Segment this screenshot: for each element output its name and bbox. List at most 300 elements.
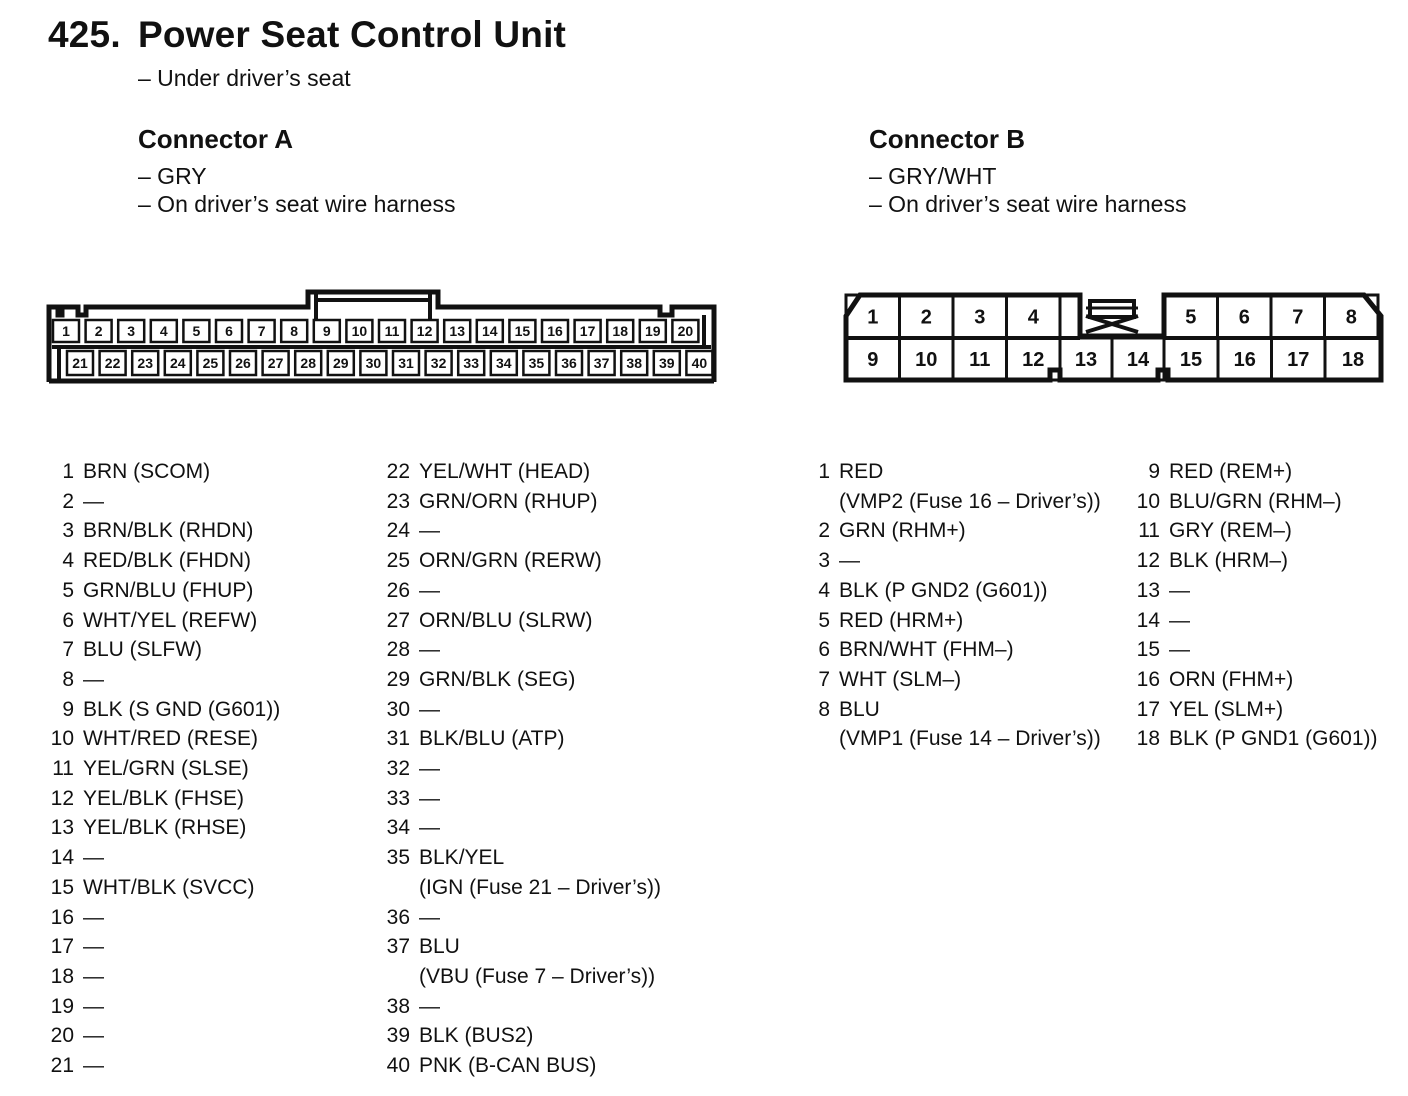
pin-number: 18 <box>50 964 74 988</box>
pin-row <box>40 843 280 873</box>
pin-description: RED (REM+) <box>1169 460 1293 483</box>
pin-row <box>1126 576 1378 606</box>
pin-number: 32 <box>386 757 410 781</box>
pin-row <box>376 606 661 636</box>
connector-a-pin-17 <box>575 320 601 342</box>
pin-row <box>796 457 1101 487</box>
pin-number: 25 <box>386 549 410 573</box>
pin-label: 8 <box>290 323 299 339</box>
pin-label: 7 <box>257 323 266 339</box>
pin-number: 16 <box>50 905 74 929</box>
pin-label: 18 <box>612 323 628 339</box>
connector-a-pin-18 <box>607 320 633 342</box>
pin-number <box>796 487 830 517</box>
connector-b-pin-4 <box>1007 295 1061 338</box>
pin-label: 12 <box>1022 349 1045 371</box>
pin-row <box>40 962 280 992</box>
pin-number: 3 <box>818 549 830 573</box>
pin-description: BLU <box>419 935 460 959</box>
pin-label: 39 <box>659 355 675 371</box>
pin-description: — <box>83 489 104 513</box>
pin-label: 6 <box>1238 306 1250 329</box>
pin-row <box>40 903 280 933</box>
pin-description: BLU <box>839 697 880 721</box>
pin-number: 7 <box>62 638 74 662</box>
pin-description: WHT/BLK (SVCC) <box>83 875 255 899</box>
pin-description: — <box>83 905 104 929</box>
pin-description: BLK/BLU (ATP) <box>419 727 565 751</box>
pin-description: BLU (SLFW) <box>83 638 203 662</box>
pin-label: 22 <box>104 355 121 371</box>
connector-b-pin-list-right <box>1126 457 1378 754</box>
pin-number: 1 <box>818 460 830 483</box>
connector-a-pin-33 <box>458 351 484 375</box>
connector-a-pin-9 <box>314 320 340 342</box>
pin-row <box>40 695 280 725</box>
pin-row-continuation <box>796 487 1101 517</box>
pin-label: 12 <box>416 323 433 339</box>
connector-a-pin-20 <box>672 320 698 342</box>
pin-label: 11 <box>969 349 991 371</box>
connector-a-pin-38 <box>621 351 647 375</box>
connector-a-pin-31 <box>393 351 419 375</box>
pin-number <box>376 873 410 903</box>
pin-label: 3 <box>127 323 136 339</box>
pin-row <box>376 903 661 933</box>
pin-number: 15 <box>50 875 74 899</box>
pin-description: RED/BLK (FHDN) <box>83 549 252 573</box>
pin-description: ORN (FHM+) <box>1169 667 1294 691</box>
pin-description: GRY (REM–) <box>1169 519 1292 543</box>
pin-row <box>376 546 661 576</box>
pin-row <box>376 516 661 546</box>
pin-row <box>376 635 661 665</box>
pin-row <box>1126 635 1378 665</box>
pin-description: YEL/GRN (SLSE) <box>83 757 249 781</box>
pin-description: BLK (HRM–) <box>1169 549 1289 573</box>
pin-description: — <box>83 935 104 959</box>
pin-description: (VMP2 (Fuse 16 – Driver’s)) <box>839 489 1101 513</box>
pin-row <box>796 546 1101 576</box>
pin-number <box>376 962 410 992</box>
pin-row <box>796 606 1101 636</box>
pin-row <box>40 487 280 517</box>
pin-label: 29 <box>333 355 349 371</box>
pin-number: 5 <box>818 608 830 632</box>
pin-description: (VBU (Fuse 7 – Driver’s)) <box>419 964 656 988</box>
pin-row <box>376 665 661 695</box>
pin-number: 6 <box>818 638 830 662</box>
connector-a-pin-list-left <box>40 457 280 1081</box>
pin-label: 4 <box>1027 306 1039 329</box>
pin-label: 10 <box>351 323 368 339</box>
pin-row <box>796 635 1101 665</box>
connector-a-pin-30 <box>360 351 386 375</box>
pin-number: 13 <box>50 816 74 840</box>
component-location: – Under driver’s seat <box>138 65 351 91</box>
connector-a-pin-24 <box>165 351 191 375</box>
pin-number: 38 <box>386 994 410 1018</box>
connector-b-pin-15 <box>1164 338 1218 380</box>
connector-b-pin-7 <box>1271 295 1325 338</box>
pin-number: 26 <box>386 578 410 602</box>
pin-number: 8 <box>62 667 74 691</box>
pin-label: 33 <box>463 355 479 371</box>
pin-row <box>40 546 280 576</box>
page-title <box>48 14 566 56</box>
pin-description: — <box>1169 638 1190 662</box>
pin-label: 19 <box>645 323 661 339</box>
connector-b-pin-2 <box>900 295 954 338</box>
connector-a-pin-35 <box>523 351 549 375</box>
pin-row <box>796 516 1101 546</box>
pin-row <box>1126 724 1378 754</box>
pin-description: GRN (RHM+) <box>839 519 966 543</box>
pin-label: 4 <box>159 323 168 339</box>
pin-label: 18 <box>1341 349 1365 371</box>
pin-description: — <box>419 757 440 781</box>
pin-label: 9 <box>867 349 879 371</box>
connector-a-pin-3 <box>118 320 144 342</box>
pin-row <box>40 576 280 606</box>
connector-a-title: Connector A <box>138 124 294 154</box>
pin-label: 15 <box>1179 349 1203 371</box>
connector-b-pin-list-left <box>796 457 1101 754</box>
pin-row <box>40 754 280 784</box>
connector-a-pin-23 <box>132 351 158 375</box>
pin-number: 17 <box>1136 697 1160 721</box>
pin-row <box>376 992 661 1022</box>
pin-number: 11 <box>52 757 74 781</box>
pin-number: 18 <box>1136 727 1160 751</box>
pin-number: 9 <box>62 697 74 721</box>
connector-a-pin-15 <box>509 320 535 342</box>
pin-description: BLK (P GND2 (G601)) <box>839 578 1048 602</box>
pin-number: 14 <box>1136 608 1160 632</box>
pin-number: 23 <box>386 489 410 513</box>
pin-row <box>40 784 280 814</box>
pin-description: WHT/YEL (REFW) <box>83 608 258 632</box>
pin-label: 8 <box>1345 306 1357 329</box>
section-number: 425. <box>48 14 121 55</box>
pin-description: (IGN (Fuse 21 – Driver’s)) <box>419 875 661 899</box>
pin-number: 10 <box>1136 489 1160 513</box>
connector-a-pin-4 <box>151 320 177 342</box>
pin-description: — <box>419 994 440 1018</box>
pin-description: BRN/BLK (RHDN) <box>83 519 254 543</box>
pin-description: BLK (BUS2) <box>419 1024 534 1048</box>
connector-a-pin-12 <box>412 320 438 342</box>
pin-label: 25 <box>202 355 219 371</box>
pin-number: 15 <box>1136 638 1160 662</box>
pin-row <box>376 487 661 517</box>
pin-description: — <box>83 994 104 1018</box>
pin-label: 6 <box>225 323 233 339</box>
pin-row <box>40 1021 280 1051</box>
pin-description: — <box>419 519 440 543</box>
connector-a-pin-13 <box>444 320 470 342</box>
connector-a-pin-16 <box>542 320 568 342</box>
connector-b-pin-3 <box>953 295 1007 338</box>
pin-number: 2 <box>62 489 74 513</box>
pin-number: 40 <box>386 1054 410 1078</box>
connector-a-color: – GRY <box>138 163 207 189</box>
pin-description: — <box>83 964 104 988</box>
pin-label: 34 <box>496 355 512 371</box>
pin-number: 2 <box>818 519 830 543</box>
pin-row <box>40 724 280 754</box>
pin-description: GRN/BLK (SEG) <box>419 667 576 691</box>
pin-number: 39 <box>386 1024 410 1048</box>
pin-number: 28 <box>386 638 410 662</box>
pin-row <box>376 813 661 843</box>
connector-a-pin-26 <box>230 351 256 375</box>
connector-b-pin-16 <box>1218 338 1272 380</box>
pin-description: — <box>419 905 440 929</box>
pin-number: 19 <box>50 994 74 1018</box>
pin-label: 7 <box>1292 306 1304 329</box>
pin-description: BRN/WHT (FHM–) <box>839 638 1014 662</box>
connector-b-title: Connector B <box>869 124 1025 154</box>
connector-a-pin-29 <box>328 351 354 375</box>
pin-number: 13 <box>1136 578 1160 602</box>
pin-number: 34 <box>386 816 410 840</box>
pin-row <box>376 1051 661 1081</box>
connector-a-pin-27 <box>263 351 289 375</box>
pin-row-continuation <box>376 962 661 992</box>
pin-number: 30 <box>386 697 410 721</box>
pin-label: 24 <box>170 355 186 371</box>
connector-b-pin-17 <box>1272 338 1326 380</box>
pin-description: — <box>419 578 440 602</box>
pin-description: GRN/BLU (FHUP) <box>83 578 254 602</box>
pin-label: 21 <box>72 355 88 371</box>
pin-number: 20 <box>50 1024 74 1048</box>
pin-number: 9 <box>1148 460 1160 483</box>
pin-row <box>40 457 280 487</box>
pin-row <box>40 932 280 962</box>
pin-number: 4 <box>818 578 830 602</box>
pin-number: 3 <box>62 519 74 543</box>
pin-description: — <box>839 549 860 573</box>
connector-a-pin-19 <box>640 320 666 342</box>
pin-label: 14 <box>1126 349 1150 371</box>
connector-a-pin-5 <box>183 320 209 342</box>
connector-a-pin-10 <box>346 320 372 342</box>
pin-description: — <box>419 697 440 721</box>
pin-number: 24 <box>386 519 410 543</box>
pin-number: 29 <box>386 667 410 691</box>
pin-row <box>1126 487 1378 517</box>
pin-row <box>796 665 1101 695</box>
pin-row <box>1126 665 1378 695</box>
pin-number: 8 <box>818 697 830 721</box>
pin-description: — <box>83 1024 104 1048</box>
pin-number <box>796 724 830 754</box>
connector-b-pin-11 <box>953 338 1007 380</box>
pin-label: 16 <box>547 323 563 339</box>
pin-label: 9 <box>322 323 331 339</box>
pin-row <box>376 784 661 814</box>
connector-b-location: – On driver’s seat wire harness <box>869 191 1187 217</box>
connector-a-pin-8 <box>281 320 307 342</box>
pin-description: RED (HRM+) <box>839 608 964 632</box>
pin-row <box>40 873 280 903</box>
pin-row <box>1126 516 1378 546</box>
pin-row <box>1126 457 1378 487</box>
pin-description: (VMP1 (Fuse 14 – Driver’s)) <box>839 727 1101 751</box>
pin-description: YEL (SLM+) <box>1169 697 1284 721</box>
pin-label: 31 <box>398 355 414 371</box>
pin-row <box>40 635 280 665</box>
pin-label: 20 <box>677 323 694 339</box>
pin-number: 6 <box>62 608 74 632</box>
pin-number: 33 <box>386 786 410 810</box>
pin-row <box>40 1051 280 1081</box>
pin-number: 27 <box>386 608 410 632</box>
pin-row <box>376 843 661 873</box>
connector-a-pin-37 <box>589 351 615 375</box>
pin-description: ORN/GRN (RERW) <box>419 549 602 573</box>
connector-a-pin-40 <box>686 351 712 375</box>
connector-a-pin-14 <box>477 320 503 342</box>
connector-a-pin-28 <box>295 351 321 375</box>
pin-number: 7 <box>818 667 830 691</box>
pin-label: 5 <box>1185 306 1197 329</box>
pin-description: — <box>83 846 104 870</box>
pin-label: 1 <box>867 306 879 329</box>
connector-a-location: – On driver’s seat wire harness <box>138 191 456 217</box>
pin-number: 36 <box>386 905 410 929</box>
component-name: Power Seat Control Unit <box>138 14 567 55</box>
pin-description: WHT/RED (RESE) <box>83 727 258 751</box>
pin-label: 14 <box>482 323 498 339</box>
connector-b-pin-10 <box>900 338 954 380</box>
connector-b-pin-9 <box>846 338 900 380</box>
connector-a-pin-36 <box>556 351 582 375</box>
pin-row <box>376 724 661 754</box>
connector-a-pin-39 <box>654 351 680 375</box>
pin-description: PNK (B-CAN BUS) <box>419 1054 597 1078</box>
connector-a-pin-32 <box>426 351 452 375</box>
pin-label: 17 <box>579 323 596 339</box>
pin-label: 40 <box>691 355 708 371</box>
pin-label: 28 <box>300 355 316 371</box>
pin-label: 15 <box>514 323 531 339</box>
pin-number: 37 <box>386 935 410 959</box>
pin-description: YEL/BLK (FHSE) <box>83 786 245 810</box>
pin-row <box>1126 695 1378 725</box>
connector-a-pin-22 <box>100 351 126 375</box>
pin-label: 17 <box>1287 349 1310 371</box>
pin-label: 32 <box>430 355 447 371</box>
pin-description: BLK (P GND1 (G601)) <box>1169 727 1378 751</box>
pin-row <box>40 516 280 546</box>
connector-b-pin-5 <box>1164 295 1218 338</box>
pin-label: 36 <box>561 355 577 371</box>
connector-b-diagram <box>838 288 1388 388</box>
pin-description: RED <box>839 460 884 483</box>
connector-b-pin-6 <box>1218 295 1272 338</box>
pin-row <box>40 992 280 1022</box>
pin-number: 35 <box>386 846 410 870</box>
pin-description: — <box>1169 608 1190 632</box>
pin-row <box>40 665 280 695</box>
connector-a-pin-25 <box>197 351 223 375</box>
connector-a-pin-2 <box>86 320 112 342</box>
connector-a-diagram <box>40 285 730 395</box>
pin-label: 13 <box>449 323 465 339</box>
pin-description: BLU/GRN (RHM–) <box>1169 489 1342 513</box>
pin-label: 27 <box>267 355 284 371</box>
connector-a-pin-6 <box>216 320 242 342</box>
connector-a-pin-list-right <box>376 457 661 1081</box>
pin-number: 1 <box>62 460 74 483</box>
pin-description: — <box>419 786 440 810</box>
pin-description: BLK/YEL <box>419 846 505 870</box>
pin-row <box>40 813 280 843</box>
pin-row <box>376 457 661 487</box>
pin-description: — <box>1169 578 1190 602</box>
pin-description: GRN/ORN (RHUP) <box>419 489 598 513</box>
connector-a-pin-7 <box>249 320 275 342</box>
pin-label: 13 <box>1074 349 1098 371</box>
pin-number: 21 <box>50 1054 74 1078</box>
pin-description: YEL/WHT (HEAD) <box>419 460 591 483</box>
pin-number: 4 <box>62 549 74 573</box>
pin-row <box>376 695 661 725</box>
pin-description: — <box>83 667 104 691</box>
pin-number: 14 <box>50 846 74 870</box>
pin-label: 37 <box>593 355 610 371</box>
connector-b-color: – GRY/WHT <box>869 163 997 189</box>
pin-number: 22 <box>386 460 410 483</box>
pin-description: — <box>419 816 440 840</box>
pin-row <box>376 1021 661 1051</box>
pin-number: 10 <box>50 727 74 751</box>
pin-label: 3 <box>974 306 986 329</box>
connector-a-pin-21 <box>67 351 93 375</box>
pin-description: — <box>419 638 440 662</box>
pin-label: 5 <box>192 323 201 339</box>
pin-label: 11 <box>384 323 400 339</box>
pin-number: 12 <box>1136 549 1160 573</box>
pin-label: 23 <box>137 355 153 371</box>
connector-b-pin-13 <box>1060 338 1112 380</box>
pin-number: 11 <box>1138 519 1160 543</box>
pin-label: 16 <box>1233 349 1256 371</box>
connector-a-pin-1 <box>53 320 79 342</box>
pin-row <box>376 576 661 606</box>
pin-row <box>1126 546 1378 576</box>
pin-label: 26 <box>235 355 251 371</box>
pin-label: 35 <box>528 355 545 371</box>
pin-row <box>376 754 661 784</box>
pin-description: YEL/BLK (RHSE) <box>83 816 247 840</box>
pin-description: BLK (S GND (G601)) <box>83 697 281 721</box>
connector-b-pin-18 <box>1325 338 1381 380</box>
pin-label: 38 <box>626 355 642 371</box>
pin-row <box>796 576 1101 606</box>
pin-number: 31 <box>386 727 410 751</box>
pin-number: 12 <box>50 786 74 810</box>
pin-number: 17 <box>50 935 74 959</box>
pin-label: 30 <box>365 355 382 371</box>
pin-number: 16 <box>1136 667 1160 691</box>
pin-row <box>1126 606 1378 636</box>
pin-number: 5 <box>62 578 74 602</box>
connector-a-pin-34 <box>491 351 517 375</box>
